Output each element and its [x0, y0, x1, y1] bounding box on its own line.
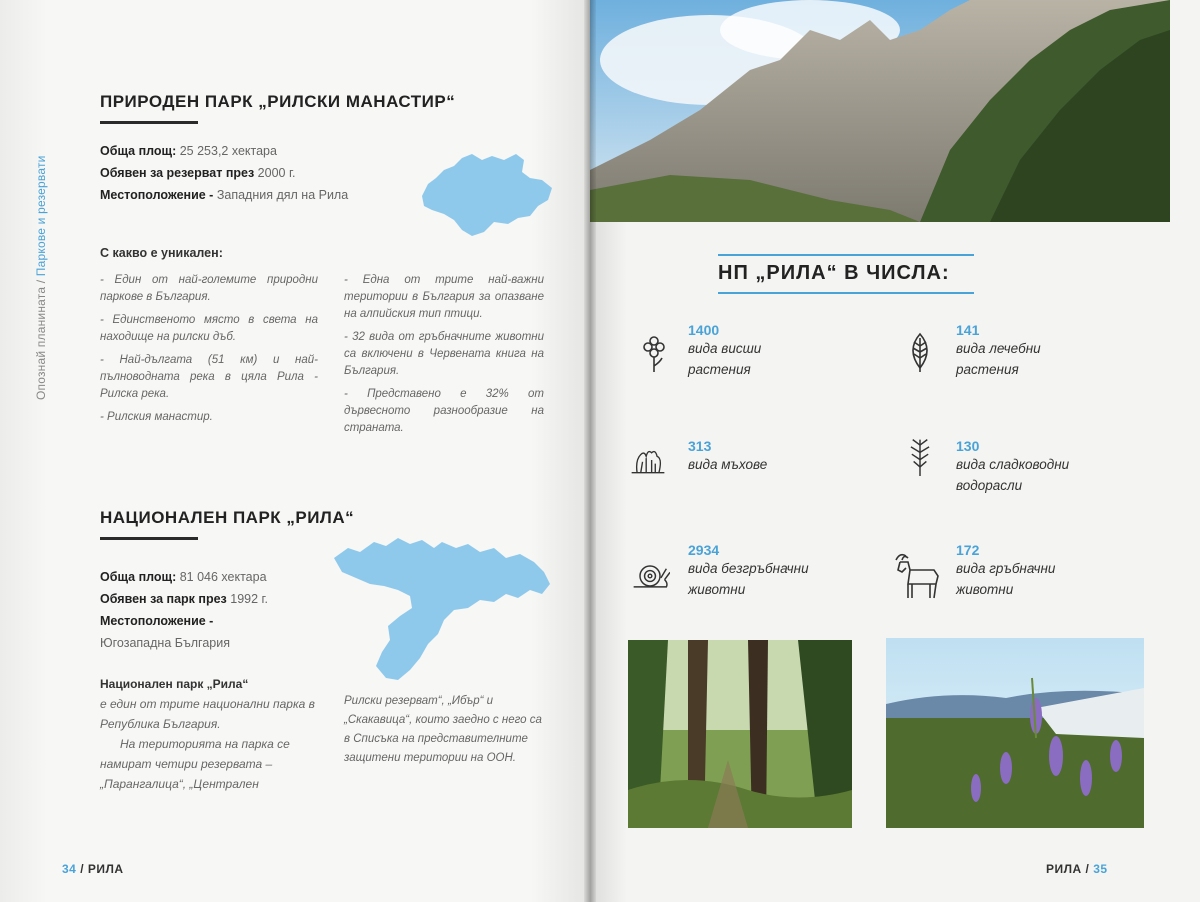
section1-underline — [100, 121, 198, 124]
stats-title-rule-bottom — [718, 292, 974, 294]
section2-underline — [100, 537, 198, 540]
rila-monastery-park-map — [418, 148, 558, 240]
stat-medicinal-plants: 141 вида лечебни растения — [956, 322, 1041, 377]
unique-list-col1: - Един от най-големите природни паркове в България. - Единственото място в света на находище на рилски дъб. - Най-дългата (51 км) и най-пълноводната река в цяла Рила - Рилска река. - Рилския манастир. — [100, 274, 318, 423]
stat-vertebrates: 172 вида гръбначни животни — [956, 542, 1056, 597]
left-page-folio: 34 / РИЛА — [62, 862, 124, 876]
moss-icon — [628, 440, 668, 480]
right-page — [590, 0, 1200, 902]
stats-title-rule-top — [718, 254, 974, 256]
left-page — [0, 0, 590, 902]
stat-invertebrates: 2934 вида безгръбначни животни — [688, 542, 809, 597]
section2-body-col1: Национален парк „Рила“ е един от трите национални парка в Република България. На територията на парка се намират четири резервата – „Парангалица“, „Централен — [100, 677, 315, 791]
section1-title: ПРИРОДЕН ПАРК „РИЛСКИ МАНАСТИР“ — [100, 92, 456, 111]
stats-title: НП „РИЛА“ В ЧИСЛА: — [718, 262, 950, 284]
snail-icon — [630, 556, 670, 596]
section2-body-col2: Рилски резерват“, „Ибър“ и „Скакавица“, които заедно с него са в Списъка на представителните защитени територии на ООН. — [344, 695, 542, 764]
stat-mosses: 313 вида мъхове — [688, 438, 768, 472]
rila-national-park-map — [330, 528, 556, 688]
goat-icon — [890, 550, 944, 600]
book-spine — [584, 0, 596, 902]
unique-list-col2: - Една от трите най-важни територии в България за опазване на алпийския тип птици. - 32 вида от гръбначните животни са включени в Червената книга на България. - Представено е 32% от дървесното разнообразие на страната. — [344, 274, 544, 434]
forest-photo — [628, 640, 852, 828]
section1-info: Обща площ: 25 253,2 хектара Обявен за резерват през 2000 г. Местоположение - Западния дял на Рила — [100, 144, 349, 202]
mountain-photo — [590, 0, 1170, 222]
right-page-folio: РИЛА / 35 — [1046, 862, 1108, 876]
meadow-flowers-photo — [886, 638, 1144, 828]
flower-icon — [634, 332, 674, 372]
stat-higher-plants: 1400 вида висши растения — [688, 322, 762, 377]
unique-heading: С какво е уникален: — [100, 246, 223, 260]
side-section-label: Опознай планината / Паркове и резервати — [34, 155, 48, 400]
algae-icon — [900, 436, 940, 476]
stat-freshwater-algae: 130 вида сладководни водорасли — [956, 438, 1070, 493]
section2-title: НАЦИОНАЛЕН ПАРК „РИЛА“ — [100, 508, 355, 527]
section2-info: Обща площ: 81 046 хектара Обявен за парк през 1992 г. Местоположение - Югозападна България — [100, 570, 269, 650]
leaf-icon — [900, 332, 940, 372]
